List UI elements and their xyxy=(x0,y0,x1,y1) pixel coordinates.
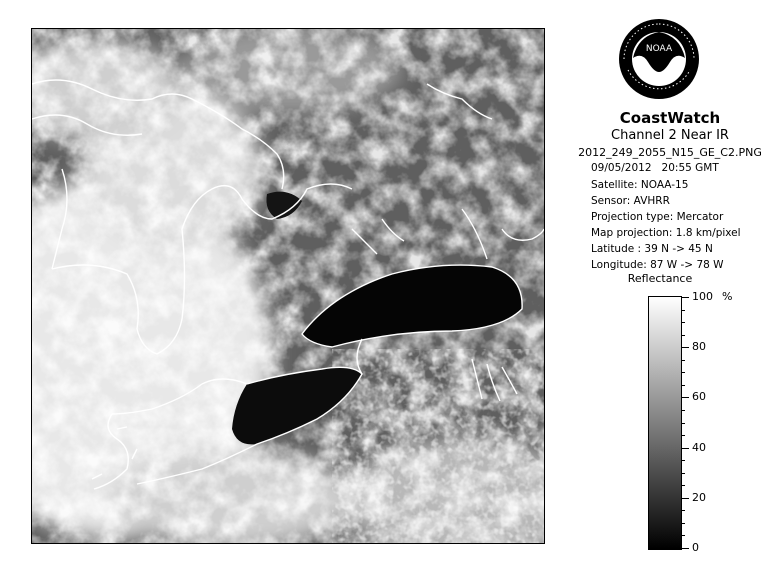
date: 09/05/2012 xyxy=(591,162,652,174)
projection-type: Projection type: Mercator xyxy=(591,211,724,223)
latitude: Latitude : 39 N -> 45 N xyxy=(591,243,713,255)
colorbar xyxy=(648,296,682,550)
satellite: Satellite: NOAA-15 xyxy=(591,179,689,191)
colorbar-tick-label: 60 xyxy=(692,390,706,403)
colorbar-tick-label: 100 xyxy=(692,290,713,303)
colorbar-minor-tick xyxy=(682,523,685,524)
colorbar-minor-tick xyxy=(682,535,685,536)
colorbar-minor-tick xyxy=(682,310,685,311)
colorbar-tick-label: 80 xyxy=(692,340,706,353)
colorbar-major-tick xyxy=(682,397,689,398)
colorbar-major-tick xyxy=(682,347,689,348)
colorbar-tick-label: 0 xyxy=(692,541,699,554)
sensor: Sensor: AVHRR xyxy=(591,195,670,207)
colorbar-major-tick xyxy=(682,548,689,549)
colorbar-minor-tick xyxy=(682,410,685,411)
colorbar-minor-tick xyxy=(682,423,685,424)
colorbar-minor-tick xyxy=(682,372,685,373)
noaa-logo xyxy=(618,18,700,100)
colorbar-major-tick xyxy=(682,448,689,449)
colorbar-tick-label: 40 xyxy=(692,441,706,454)
colorbar-minor-tick xyxy=(682,485,685,486)
colorbar-major-tick xyxy=(682,498,689,499)
satellite-map xyxy=(32,29,544,543)
map-projection: Map projection: 1.8 km/pixel xyxy=(591,227,741,239)
colorbar-minor-tick xyxy=(682,385,685,386)
colorbar-title: Reflectance xyxy=(627,272,693,285)
satellite-image xyxy=(31,28,545,544)
logo-text: NOAA xyxy=(645,44,673,54)
channel-label: Channel 2 Near IR xyxy=(611,128,729,143)
colorbar-minor-tick xyxy=(682,473,685,474)
colorbar-major-tick xyxy=(682,297,689,298)
colorbar-minor-tick xyxy=(682,360,685,361)
colorbar-tick-label: 20 xyxy=(692,491,706,504)
colorbar-minor-tick xyxy=(682,322,685,323)
colorbar-unit: % xyxy=(722,290,733,303)
time: 20:55 GMT xyxy=(661,162,719,174)
date-time xyxy=(591,162,719,174)
filename: 2012_249_2055_N15_GE_C2.PNG xyxy=(578,146,762,159)
colorbar-minor-tick xyxy=(682,460,685,461)
product-title: CoastWatch xyxy=(619,109,721,127)
colorbar-minor-tick xyxy=(682,510,685,511)
colorbar-minor-tick xyxy=(682,335,685,336)
cumulus-field xyxy=(332,349,544,543)
longitude: Longitude: 87 W -> 78 W xyxy=(591,259,724,271)
colorbar-minor-tick xyxy=(682,435,685,436)
